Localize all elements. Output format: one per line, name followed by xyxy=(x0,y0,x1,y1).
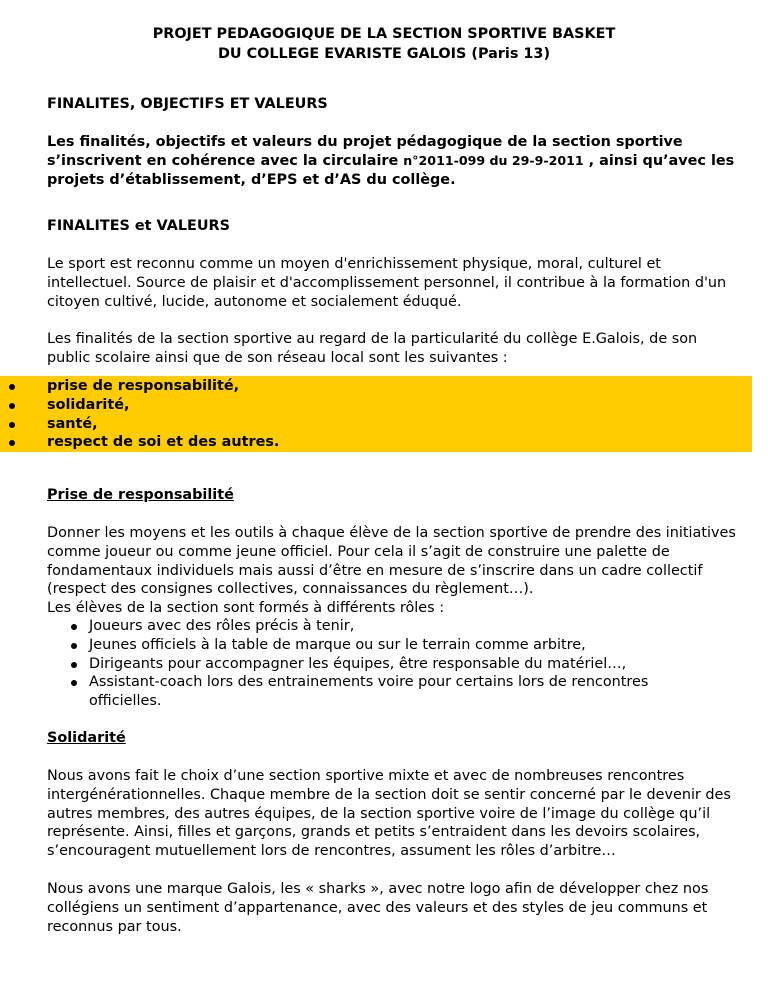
title-line-2: DU COLLEGE EVARISTE GALOIS (Paris 13) xyxy=(217,46,551,62)
document-title xyxy=(0,24,768,64)
heading-prise-responsabilite: Prise de responsabilité xyxy=(47,487,234,503)
roles-list xyxy=(47,617,687,711)
intro-paragraph: Les finalités, objectifs et valeurs du projet pédagogique de la section sportive s’inscrivent en cohérence avec la circulaire n°2011-099 du 29-9-2011 , ainsi qu’avec les projets d’établissement, d’EPS et d’AS du collège. xyxy=(47,134,735,188)
finalites-paragraph: Les finalités de la section sportive au regard de la particularité du collège E.Galois, de son public scolaire ainsi que de son réseau local sont les suivantes : xyxy=(47,331,698,366)
list-item: Dirigeants pour accompagner les équipes, être responsable du matériel…, xyxy=(47,655,687,674)
bullet-icon xyxy=(9,403,15,409)
list-item: prise de responsabilité, xyxy=(0,377,752,396)
list-item: solidarité, xyxy=(0,396,752,415)
circulaire-reference: n°2011-099 du 29-9-2011 xyxy=(403,152,584,168)
bullet-icon xyxy=(71,662,77,668)
list-item: Joueurs avec des rôles précis à tenir, xyxy=(47,617,687,636)
bullet-icon xyxy=(9,440,15,446)
roles-intro: Les élèves de la section sont formés à différents rôles : xyxy=(47,600,445,616)
responsabilite-paragraph: Donner les moyens et les outils à chaque élève de la section sportive de prendre des initiatives comme joueur ou comme jeune officiel. Pour cela il s’agit de construire une palette de fondamentaux individuels mais aussi d’être en mesure de s’inscrire dans un cadre collectif (respect des consignes collectives, connaissances du règlement…). xyxy=(47,525,736,598)
bullet-icon xyxy=(71,624,77,630)
heading-solidarite: Solidarité xyxy=(47,730,126,746)
list-item: Assistant-coach lors des entrainements voire pour certains lors de rencontres officielles. xyxy=(47,673,687,711)
list-item: Jeunes officiels à la table de marque ou sur le terrain comme arbitre, xyxy=(47,636,687,655)
list-item: santé, xyxy=(0,415,752,434)
title-line-1: PROJET PEDAGOGIQUE DE LA SECTION SPORTIVE BASKET xyxy=(152,26,616,42)
sport-paragraph: Le sport est reconnu comme un moyen d'enrichissement physique, moral, culturel et intellectuel. Source de plaisir et d'accomplissement personnel, il contribue à la formation d'un citoyen cultivé, lucide, autonome et socialement éduqué. xyxy=(47,256,727,310)
bullet-icon xyxy=(71,680,77,686)
list-item: respect de soi et des autres. xyxy=(0,433,752,452)
marque-paragraph: Nous avons une marque Galois, les « sharks », avec notre logo afin de développer chez nos collégiens un sentiment d’appartenance, avec des valeurs et des styles de jeu communs et reconnus par tous. xyxy=(47,881,709,935)
heading-finalites-objectifs: FINALITES, OBJECTIFS ET VALEURS xyxy=(47,96,328,112)
finalites-list xyxy=(0,377,752,452)
bullet-icon xyxy=(9,384,15,390)
heading-finalites-valeurs: FINALITES et VALEURS xyxy=(47,218,230,234)
bullet-icon xyxy=(9,422,15,428)
bullet-icon xyxy=(71,643,77,649)
solidarite-paragraph: Nous avons fait le choix d’une section sportive mixte et avec de nombreuses rencontres intergénérationnelles. Chaque membre de la section doit se sentir concerné par le devenir des autres membres, des autres équipes, de la section sportive voire de l’image du collège qu’il représente. Ainsi, filles et garçons, grands et petits s’entraident dans les devoirs scolaires, s’encouragent mutuellement lors de rencontres, assument les rôles d’arbitre… xyxy=(47,768,731,860)
